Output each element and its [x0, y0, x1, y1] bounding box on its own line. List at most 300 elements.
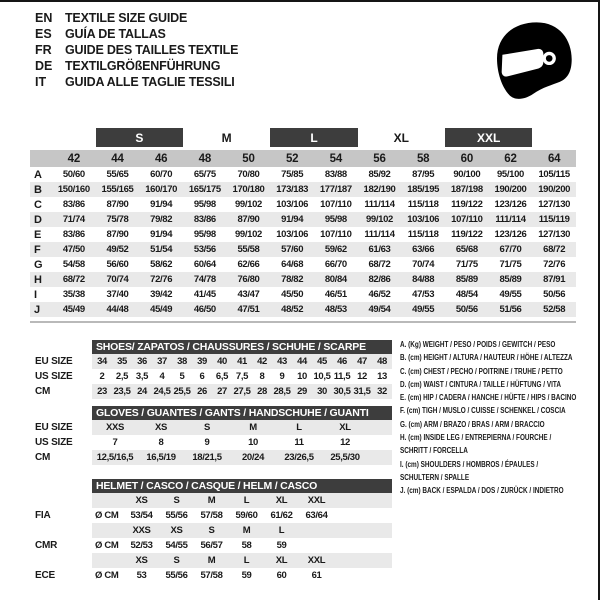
helmet-value: 56/57	[200, 540, 223, 551]
size-value: 68/72	[62, 274, 85, 285]
size-value: 61/63	[368, 244, 391, 255]
shoes-value: 43	[277, 356, 287, 367]
size-value: 59/62	[324, 244, 347, 255]
legend-line: H. (cm) INSIDE LEG / ENTREPIERNA / FOURCHE /	[400, 433, 552, 443]
size-value: 190/200	[538, 184, 571, 195]
shoes-value: 4	[159, 371, 165, 382]
helmet-value-row-cmr	[30, 538, 392, 553]
helmet-value: 63/64	[305, 510, 328, 521]
size-value: 48/53	[324, 304, 347, 315]
gloves-value: 9	[204, 437, 210, 448]
shoes-value: 44	[297, 356, 307, 367]
shoes-value: 9	[279, 371, 285, 382]
shoes-value: 37	[157, 356, 167, 367]
helmet-size-label: S	[173, 555, 180, 566]
measure-letter: H	[34, 273, 42, 286]
legend-line: SCHULTERN / SPALLE	[400, 472, 470, 482]
helmet-value: 60	[276, 570, 287, 581]
shoes-row	[30, 354, 392, 369]
size-value: 127/130	[538, 229, 571, 240]
shoes-value: 5	[179, 371, 185, 382]
size-value: 70/80	[237, 169, 260, 180]
size-value: 84/88	[412, 274, 435, 285]
size-value: 76/80	[237, 274, 260, 285]
helmet-size-label	[299, 523, 334, 538]
size-header-cell: 52	[285, 152, 299, 165]
size-value: 44/48	[106, 304, 129, 315]
size-row-j	[30, 302, 576, 317]
shoes-value: 30,5	[333, 386, 351, 397]
language-label: TEXTILE SIZE GUIDE	[65, 11, 188, 25]
helmet-value-row-ece	[30, 568, 392, 583]
size-value: 48/54	[455, 289, 478, 300]
size-value: 80/84	[324, 274, 347, 285]
size-header-cell: 56	[373, 152, 386, 165]
legend-item-a	[400, 338, 588, 351]
size-value: 56/60	[106, 259, 129, 270]
size-value: 49/54	[368, 304, 391, 315]
size-value: 90/100	[453, 169, 481, 180]
size-value: 83/86	[62, 199, 85, 210]
size-row-a	[30, 167, 576, 182]
shoes-value: 46	[337, 356, 347, 367]
size-value: 70/74	[106, 274, 129, 285]
shoes-value: 34	[97, 356, 107, 367]
size-value: 85/92	[368, 169, 391, 180]
measure-letter: F	[34, 243, 41, 256]
size-value: 75/78	[106, 214, 129, 225]
gloves-value: 18/21,5	[192, 452, 222, 463]
size-group-xxl: XXL	[445, 128, 532, 147]
size-value: 49/55	[499, 289, 522, 300]
size-value: 35/38	[62, 289, 85, 300]
size-value: 72/76	[543, 259, 566, 270]
size-header-cell: 50	[242, 152, 255, 165]
size-header-cell: 46	[154, 152, 168, 165]
measure-letter: D	[34, 213, 42, 226]
size-group-s: S	[96, 128, 183, 147]
gloves-row-label: CM	[35, 452, 51, 463]
helmet-value: 55/56	[165, 510, 188, 521]
size-value: 85/89	[455, 274, 478, 285]
size-value: 64/68	[281, 259, 304, 270]
helmet-size-label: M	[242, 525, 251, 536]
size-value: 79/82	[150, 214, 173, 225]
size-value: 103/106	[276, 199, 309, 210]
measure-letter: G	[34, 258, 43, 271]
shoes-value: 10	[297, 371, 307, 382]
gloves-table	[30, 406, 392, 465]
gloves-row-label: EU SIZE	[35, 422, 73, 433]
language-row	[35, 74, 238, 90]
shoes-value: 24,5	[153, 386, 171, 397]
helmet-size-row-spacer	[30, 523, 92, 538]
size-value: 51/54	[150, 244, 173, 255]
helmet-standard-label: CMR	[35, 540, 58, 551]
language-row	[35, 10, 238, 26]
size-value: 182/190	[363, 184, 396, 195]
size-value: 111/114	[364, 199, 395, 210]
shoes-value: 45	[317, 356, 327, 367]
size-value: 71/74	[62, 214, 85, 225]
helmet-values	[92, 568, 392, 583]
size-row-g	[30, 257, 576, 272]
gloves-value: 10	[248, 437, 258, 448]
size-value: 190/200	[494, 184, 527, 195]
gloves-value: S	[204, 422, 210, 433]
helmet-value: 53	[136, 570, 147, 581]
gloves-table-rows	[30, 420, 392, 465]
shoes-value: 38	[177, 356, 187, 367]
helmet-filler	[334, 508, 392, 523]
size-value: 75/85	[281, 169, 304, 180]
size-value: 87/90	[106, 229, 129, 240]
shoes-value: 13	[377, 371, 387, 382]
size-value: 99/102	[235, 229, 262, 240]
shoes-value: 25,5	[173, 386, 191, 397]
gloves-row-label: US SIZE	[35, 437, 73, 448]
helmet-filler	[334, 493, 392, 508]
shoes-value: 2,5	[115, 371, 129, 382]
helmet-table	[30, 479, 392, 583]
size-value: 91/94	[150, 229, 173, 240]
size-value: 49/55	[412, 304, 435, 315]
shoes-value: 39	[197, 356, 207, 367]
helmet-size-label: XS	[135, 555, 148, 566]
legend-item-h	[400, 431, 588, 458]
language-code: FR	[35, 43, 52, 57]
helmet-size-label: XL	[275, 555, 288, 566]
helmet-value: 54/55	[165, 540, 188, 551]
shoes-row-label: CM	[35, 386, 51, 397]
helmet-size-label: L	[243, 555, 250, 566]
size-row-d	[30, 212, 576, 227]
size-value: 78/82	[281, 274, 304, 285]
size-header-cell: 62	[504, 152, 517, 165]
shoes-value: 31,5	[353, 386, 371, 397]
shoes-value: 35	[117, 356, 127, 367]
legend-line: D. (cm) WAIST / CINTURA / TAILLE / HÜFTUNG / VITA	[400, 379, 561, 389]
helmet-prefix-spacer	[92, 553, 124, 568]
legend-line: C. (cm) CHEST / PECHO / POITRINE / TRUHE / PETTO	[400, 366, 563, 376]
helmet-value: 59	[276, 540, 287, 551]
helmet-filler	[334, 538, 392, 553]
size-value: 49/52	[106, 244, 129, 255]
size-value: 103/106	[407, 214, 440, 225]
size-value: 95/98	[193, 229, 216, 240]
legend-item-d	[400, 378, 588, 391]
helmet-size-label: M	[207, 555, 216, 566]
language-row	[35, 26, 238, 42]
helmet-size-label: XXL	[307, 495, 326, 506]
gloves-row-values	[92, 420, 392, 435]
size-value: 111/114	[364, 229, 395, 240]
helmet-standard-label: ECE	[35, 570, 55, 581]
size-value: 70/74	[412, 259, 435, 270]
measure-letter: E	[34, 228, 42, 241]
shoes-value: 48	[377, 356, 387, 367]
helmet-size-label: XXS	[132, 525, 151, 536]
size-value: 173/183	[276, 184, 309, 195]
helmet-size-row-fia	[30, 493, 392, 508]
shoes-row-values	[92, 369, 392, 384]
gloves-value: M	[249, 422, 257, 433]
size-value: 83/88	[324, 169, 347, 180]
size-value: 111/114	[495, 214, 526, 225]
gloves-value: 8	[158, 437, 164, 448]
size-value: 107/110	[451, 214, 483, 225]
language-code: EN	[35, 11, 53, 25]
helmet-value: 57/58	[200, 570, 223, 581]
helmet-value: 59/60	[235, 510, 258, 521]
language-label: GUÍA DE TALLAS	[65, 27, 166, 41]
helmet-value: 57/58	[200, 510, 223, 521]
size-value: 41/45	[193, 289, 216, 300]
size-value: 105/115	[538, 169, 570, 180]
shoes-value: 41	[237, 356, 247, 367]
size-row-f	[30, 242, 576, 257]
shoes-row-values	[92, 354, 392, 369]
helmet-value	[299, 538, 334, 553]
size-value: 45/49	[62, 304, 85, 315]
racing-helmet-icon	[488, 15, 578, 109]
size-value: 51/56	[499, 304, 522, 315]
accessory-tables	[30, 340, 392, 583]
diameter-cm-label: Ø CM	[95, 540, 119, 551]
measure-letter: I	[34, 288, 38, 301]
gloves-value: 16,5/19	[146, 452, 176, 463]
size-value: 39/42	[150, 289, 173, 300]
language-row	[35, 42, 238, 58]
size-value: 119/122	[451, 229, 483, 240]
language-code: DE	[35, 59, 53, 73]
helmet-size-label: L	[278, 525, 285, 536]
size-value: 185/195	[407, 184, 440, 195]
size-value: 160/170	[145, 184, 178, 195]
size-value: 95/98	[324, 214, 347, 225]
size-row-h	[30, 272, 576, 287]
size-value: 155/165	[101, 184, 134, 195]
gloves-row-values	[92, 450, 392, 465]
size-value: 71/75	[455, 259, 478, 270]
size-value: 47/53	[412, 289, 435, 300]
helmet-size-row-ece	[30, 553, 392, 568]
size-header-cell: 58	[416, 152, 430, 165]
size-value: 54/58	[62, 259, 85, 270]
shoes-value: 28	[257, 386, 267, 397]
size-value: 177/187	[319, 184, 352, 195]
legend-item-b	[400, 351, 588, 364]
shoes-value: 8	[259, 371, 265, 382]
helmet-size-labels	[92, 523, 392, 538]
helmet-table-title: HELMET / CASCO / CASQUE / HELM / CASCO	[92, 479, 392, 493]
size-value: 60/64	[193, 259, 216, 270]
size-value: 71/75	[499, 259, 522, 270]
size-value: 55/58	[237, 244, 260, 255]
size-value: 119/122	[451, 199, 483, 210]
shoes-row-values	[92, 384, 392, 399]
size-value: 43/47	[237, 289, 260, 300]
shoes-value: 27	[217, 386, 227, 397]
helmet-size-label: L	[243, 495, 250, 506]
helmet-size-label: M	[207, 495, 216, 506]
gloves-table-title: GLOVES / GUANTES / GANTS / HANDSCHUHE / GUANTI	[92, 406, 392, 420]
gloves-row	[30, 435, 392, 450]
shoes-value: 47	[357, 356, 367, 367]
shoes-value: 6	[199, 371, 205, 382]
size-value: 87/95	[412, 169, 435, 180]
gloves-row	[30, 420, 392, 435]
size-value: 123/126	[494, 229, 527, 240]
shoes-value: 12	[357, 371, 367, 382]
gloves-value: XL	[339, 422, 351, 433]
legend-item-i	[400, 458, 588, 485]
size-value: 74/78	[193, 274, 216, 285]
shoes-value: 23,5	[113, 386, 131, 397]
shoes-row-label: US SIZE	[35, 371, 73, 382]
size-value: 46/50	[193, 304, 216, 315]
size-value: 95/98	[193, 199, 216, 210]
size-header-cell: 42	[67, 152, 81, 165]
size-value: 107/110	[320, 229, 352, 240]
shoes-value: 28,5	[273, 386, 291, 397]
shoes-value: 6,5	[215, 371, 229, 382]
size-value: 65/68	[455, 244, 478, 255]
language-label: GUIDE DES TAILLES TEXTILE	[65, 43, 239, 57]
legend-line: G. (cm) ARM / BRAZO / BRAS / ARM / BRACCIO	[400, 419, 545, 429]
measure-letter: C	[34, 198, 42, 211]
language-code: IT	[35, 75, 47, 89]
size-value: 87/91	[543, 274, 566, 285]
gloves-value: 12	[340, 437, 350, 448]
size-value: 57/60	[281, 244, 304, 255]
size-value: 187/198	[450, 184, 483, 195]
legend-item-j	[400, 484, 588, 497]
shoes-value: 36	[137, 356, 147, 367]
gloves-value: XXS	[106, 422, 124, 433]
helmet-size-row-spacer	[30, 553, 92, 568]
language-label: TEXTILGRÖßENFÜHRUNG	[65, 59, 221, 73]
helmet-value: 61/62	[270, 510, 293, 521]
language-list	[35, 10, 238, 90]
legend-item-e	[400, 391, 588, 404]
helmet-filler	[334, 568, 392, 583]
gloves-value: 12,5/16,5	[96, 452, 134, 463]
helmet-size-row-spacer	[30, 493, 92, 508]
helmet-size-labels	[92, 553, 392, 568]
size-value: 115/118	[407, 229, 439, 240]
legend-line: I. (cm) SHOULDERS / HOMBROS / ÉPAULES /	[400, 459, 539, 469]
size-header-cell: 48	[198, 152, 212, 165]
helmet-size-label: XS	[135, 495, 148, 506]
shoes-value: 27,5	[233, 386, 251, 397]
measure-letter: B	[34, 183, 42, 196]
shoes-value: 24	[137, 386, 147, 397]
legend-item-c	[400, 365, 588, 378]
gloves-value: XS	[155, 422, 167, 433]
measure-letter: J	[34, 303, 41, 316]
section-divider	[30, 321, 576, 323]
size-header-cell: 64	[547, 152, 561, 165]
size-value: 60/70	[150, 169, 173, 180]
size-value: 63/66	[412, 244, 435, 255]
shoes-table	[30, 340, 392, 399]
shoes-value: 2	[99, 371, 105, 382]
helmet-value: 59	[241, 570, 252, 581]
shoes-value: 10,5	[313, 371, 331, 382]
size-value: 58/62	[150, 259, 173, 270]
legend-item-g	[400, 418, 588, 431]
shoes-value: 42	[257, 356, 267, 367]
gloves-value: 11	[294, 437, 304, 448]
shoes-table-rows	[30, 354, 392, 399]
group-spacer	[30, 128, 96, 147]
size-header-spacer	[30, 150, 52, 167]
size-value: 99/102	[235, 199, 262, 210]
language-row	[35, 58, 238, 74]
size-value: 50/56	[543, 289, 566, 300]
size-value: 50/60	[62, 169, 85, 180]
gloves-value: L	[296, 422, 302, 433]
size-group-row	[30, 128, 576, 147]
size-value: 87/90	[237, 214, 260, 225]
helmet-values	[92, 508, 392, 523]
helmet-value: 58	[241, 540, 252, 551]
shoes-value: 26	[197, 386, 207, 397]
size-value: 103/106	[276, 229, 309, 240]
legend-line: A. (Kg) WEIGHT / PESO / POIDS / GEWITCH / PESO	[400, 340, 556, 349]
size-value: 83/86	[62, 229, 85, 240]
shoes-table-title: SHOES/ ZAPATOS / CHAUSSURES / SCHUHE / SCARPE	[92, 340, 392, 354]
helmet-size-label: XS	[170, 525, 183, 536]
diameter-cm-label: Ø CM	[95, 570, 119, 581]
legend-line: B. (cm) HEIGHT / ALTURA / HAUTEUR / HÖHE / ALTEZZA	[400, 353, 573, 363]
size-value: 68/72	[368, 259, 391, 270]
size-value: 107/110	[320, 199, 352, 210]
legend-line: SCHRITT / FORCELLA	[400, 446, 468, 456]
measurement-legend	[400, 338, 588, 498]
size-value: 91/94	[150, 199, 173, 210]
shoes-value: 32	[377, 386, 387, 397]
helmet-table-rows	[30, 493, 392, 583]
size-value: 72/76	[150, 274, 173, 285]
helmet-filler	[334, 553, 392, 568]
gloves-value: 23/26,5	[284, 452, 314, 463]
size-header-cell: 44	[111, 152, 124, 165]
size-value: 53/56	[193, 244, 216, 255]
shoes-value: 23	[97, 386, 107, 397]
helmet-size-row-cmr	[30, 523, 392, 538]
gloves-row	[30, 450, 392, 465]
size-value: 62/66	[237, 259, 260, 270]
legend-line: J. (cm) BACK / ESPALDA / DOS / ZURÜCK / INDIETRO	[400, 486, 564, 496]
size-value: 55/65	[106, 169, 129, 180]
size-value: 123/126	[494, 199, 527, 210]
shoes-value: 40	[217, 356, 227, 367]
legend-line: F. (cm) TIGH / MUSLO / CUISSE / SCHENKEL / COSCIA	[400, 406, 566, 416]
shoes-value: 11,5	[333, 371, 351, 382]
helmet-value: 52/53	[130, 540, 153, 551]
size-value: 50/56	[455, 304, 478, 315]
helmet-filler	[334, 523, 392, 538]
helmet-size-label: XL	[275, 495, 288, 506]
size-value: 47/51	[237, 304, 260, 315]
size-value: 115/119	[538, 214, 570, 225]
helmet-value-row-fia	[30, 508, 392, 523]
size-value: 85/89	[499, 274, 522, 285]
size-value: 48/52	[281, 304, 304, 315]
size-value: 150/160	[57, 184, 90, 195]
